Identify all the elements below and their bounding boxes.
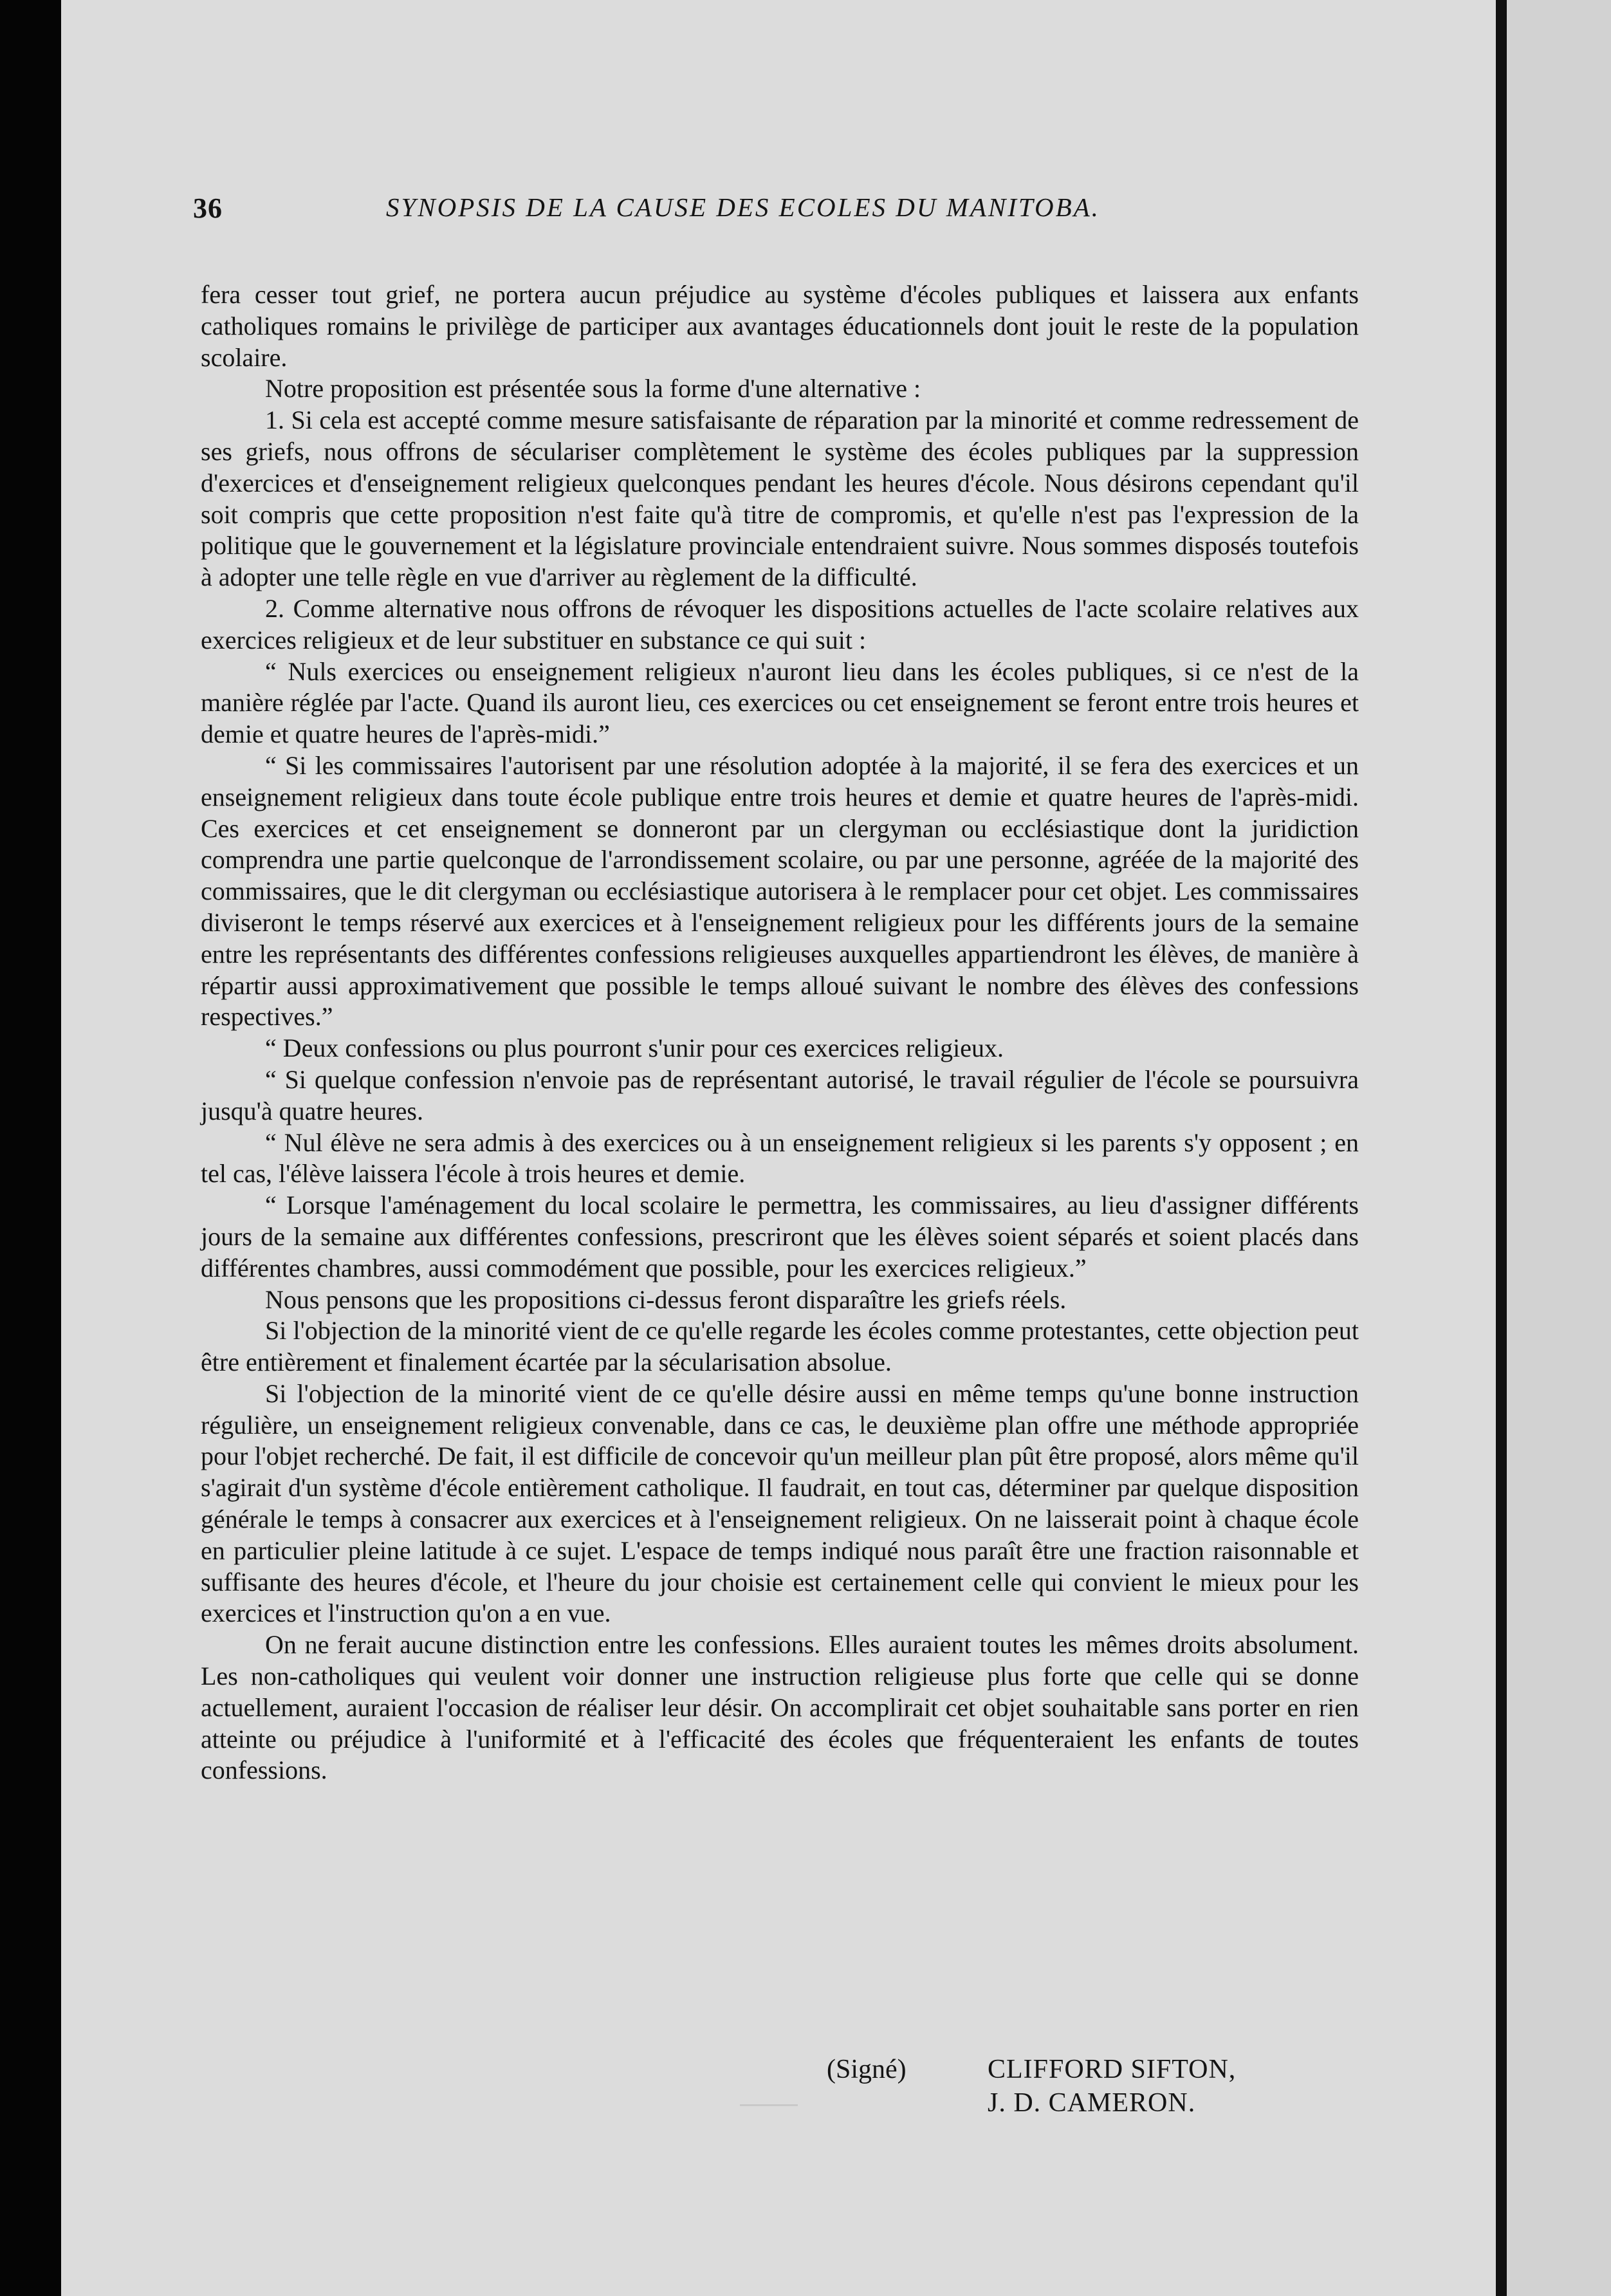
paragraph: “ Si les commissaires l'autorisent par une résolution adoptée à la majorité, il se fera des exercices et un enseignement religieux dans toute école publique entre trois heures et demie et quatre heures de l'après-midi. Ces exercices et cet enseignement se donneront par un clergyman ou ecclésiastique dont la juridiction comprendra une partie quelconque de l'arrondissement scolaire, ou par une personne, agréée de la majorité des commissaires, que le dit clergyman ou ecclésiastique autorisera à le remplacer pour cet objet. Les commissaires diviseront le temps réservé aux exercices et à l'enseignement religieux pour les différents jours de la semaine entre les représentants des différentes confessions religieuses auxquelles appartiendront les élèves, de manière à répartir aussi approximativement que possible le temps alloué suivant le nombre des élèves des confessions respectives.” — [201, 750, 1359, 1032]
page-number: 36 — [193, 192, 223, 224]
running-title: SYNOPSIS DE LA CAUSE DES ECOLES DU MANITOBA. — [386, 192, 1100, 222]
adjacent-page-edge — [1507, 0, 1611, 2296]
page-header — [193, 192, 1377, 243]
body-text — [201, 279, 1359, 1786]
paragraph: “ Nuls exercices ou enseignement religieux n'auront lieu dans les écoles publiques, si ce n'est de la manière réglée par l'acte. Quand ils auront lieu, ces exercices ou cet enseignement se feront entre trois heures et demie et quatre heures de l'après-midi.” — [201, 656, 1359, 749]
scan-left-border — [0, 0, 61, 2296]
signatory-name: J. D. CAMERON. — [988, 2088, 1196, 2118]
signatory-name: CLIFFORD SIFTON, — [988, 2055, 1237, 2084]
paragraph: “ Lorsque l'aménagement du local scolaire le permettra, les commissaires, au lieu d'assigner différents jours de la semaine aux différentes confessions, prescriront que les élèves soient séparés et soient placés dans différentes chambres, aussi commodément que possible, pour les exercices religieux.” — [201, 1190, 1359, 1282]
paragraph: Notre proposition est présentée sous la forme d'une alternative : — [265, 374, 921, 403]
signatory-names — [988, 2053, 1236, 2120]
paragraph: 2. Comme alternative nous offrons de révoquer les dispositions actuelles de l'acte scolaire relatives aux exercices religieux et de leur substituer en substance ce qui suit : — [201, 593, 1359, 654]
paragraph: Nous pensons que les propositions ci-dessus feront disparaître les griefs réels. — [265, 1284, 1067, 1314]
paragraph: “ Nul élève ne sera admis à des exercices ou à un enseignement religieux si les parents s'y opposent ; en tel cas, l'élève laissera l'école à trois heures et demie. — [201, 1127, 1359, 1189]
paragraph: 1. Si cela est accepté comme mesure satisfaisante de réparation par la minorité et comme redressement de ses griefs, nous offrons de séculariser complètement le système des écoles publiques par la suppression d'exercices et d'enseignement religieux quelconques pendant les heures d'école. Nous désirons cependant qu'il soit compris que cette proposition n'est faite qu'à titre de compromis, et qu'elle n'est pas l'expression de la politique que le gouvernement et la législature provinciale entendraient suivre. Nous sommes disposés toutefois à adopter une telle règle en vue d'arriver au règlement de la difficulté. — [201, 405, 1359, 592]
faint-mark — [740, 2104, 798, 2128]
paragraph: “ Deux confessions ou plus pourront s'unir pour ces exercices religieux. — [265, 1033, 1004, 1063]
paragraph: On ne ferait aucune distinction entre les confessions. Elles auraient toutes les mêmes droits absolument. Les non-catholiques qui veulent voir donner une instruction religieuse plus forte que celle qui se donne actuellement, auraient l'occasion de réaliser leur désir. On accomplirait cet objet souhaitable sans porter en rien atteinte ou préjudice à l'uniformité et à l'efficacité des écoles que fréquenteraient les enfants de toutes confessions. — [201, 1630, 1359, 1785]
paragraph: fera cesser tout grief, ne portera aucun préjudice au système d'écoles publiques et laissera aux enfants catholiques romains le privilège de participer aux avantages éducationnels dont jouit le reste de la population scolaire. — [201, 280, 1359, 372]
paragraph: “ Si quelque confession n'envoie pas de représentant autorisé, le travail régulier de l'école se poursuivra jusqu'à quatre heures. — [201, 1064, 1359, 1125]
paragraph: Si l'objection de la minorité vient de ce qu'elle regarde les écoles comme protestantes, cette objection peut être entièrement et finalement écartée par la sécularisation absolue. — [201, 1316, 1359, 1377]
signed-label: (Signé) — [827, 2055, 907, 2084]
paragraph: Si l'objection de la minorité vient de ce qu'elle désire aussi en même temps qu'une bonne instruction régulière, un enseignement religieux convenable, dans ce cas, le deuxième plan offre une méthode appropriée pour l'objet recherché. De fait, il est difficile de concevoir qu'un meilleur plan pût être proposé, alors même qu'il s'agirait d'un système d'école entièrement catholique. Il faudrait, en tout cas, déterminer par quelque disposition générale le temps à consacrer aux exercices et à l'enseignement religieux. On ne laisserait point à chaque école en particulier pleine latitude à ce sujet. L'espace de temps indiqué nous paraît être une fraction raisonnable et suffisante des heures d'école, et l'heure du jour choisie est certainement celle qui convient le mieux pour les exercices et l'instruction qu'on a en vue. — [201, 1378, 1359, 1628]
